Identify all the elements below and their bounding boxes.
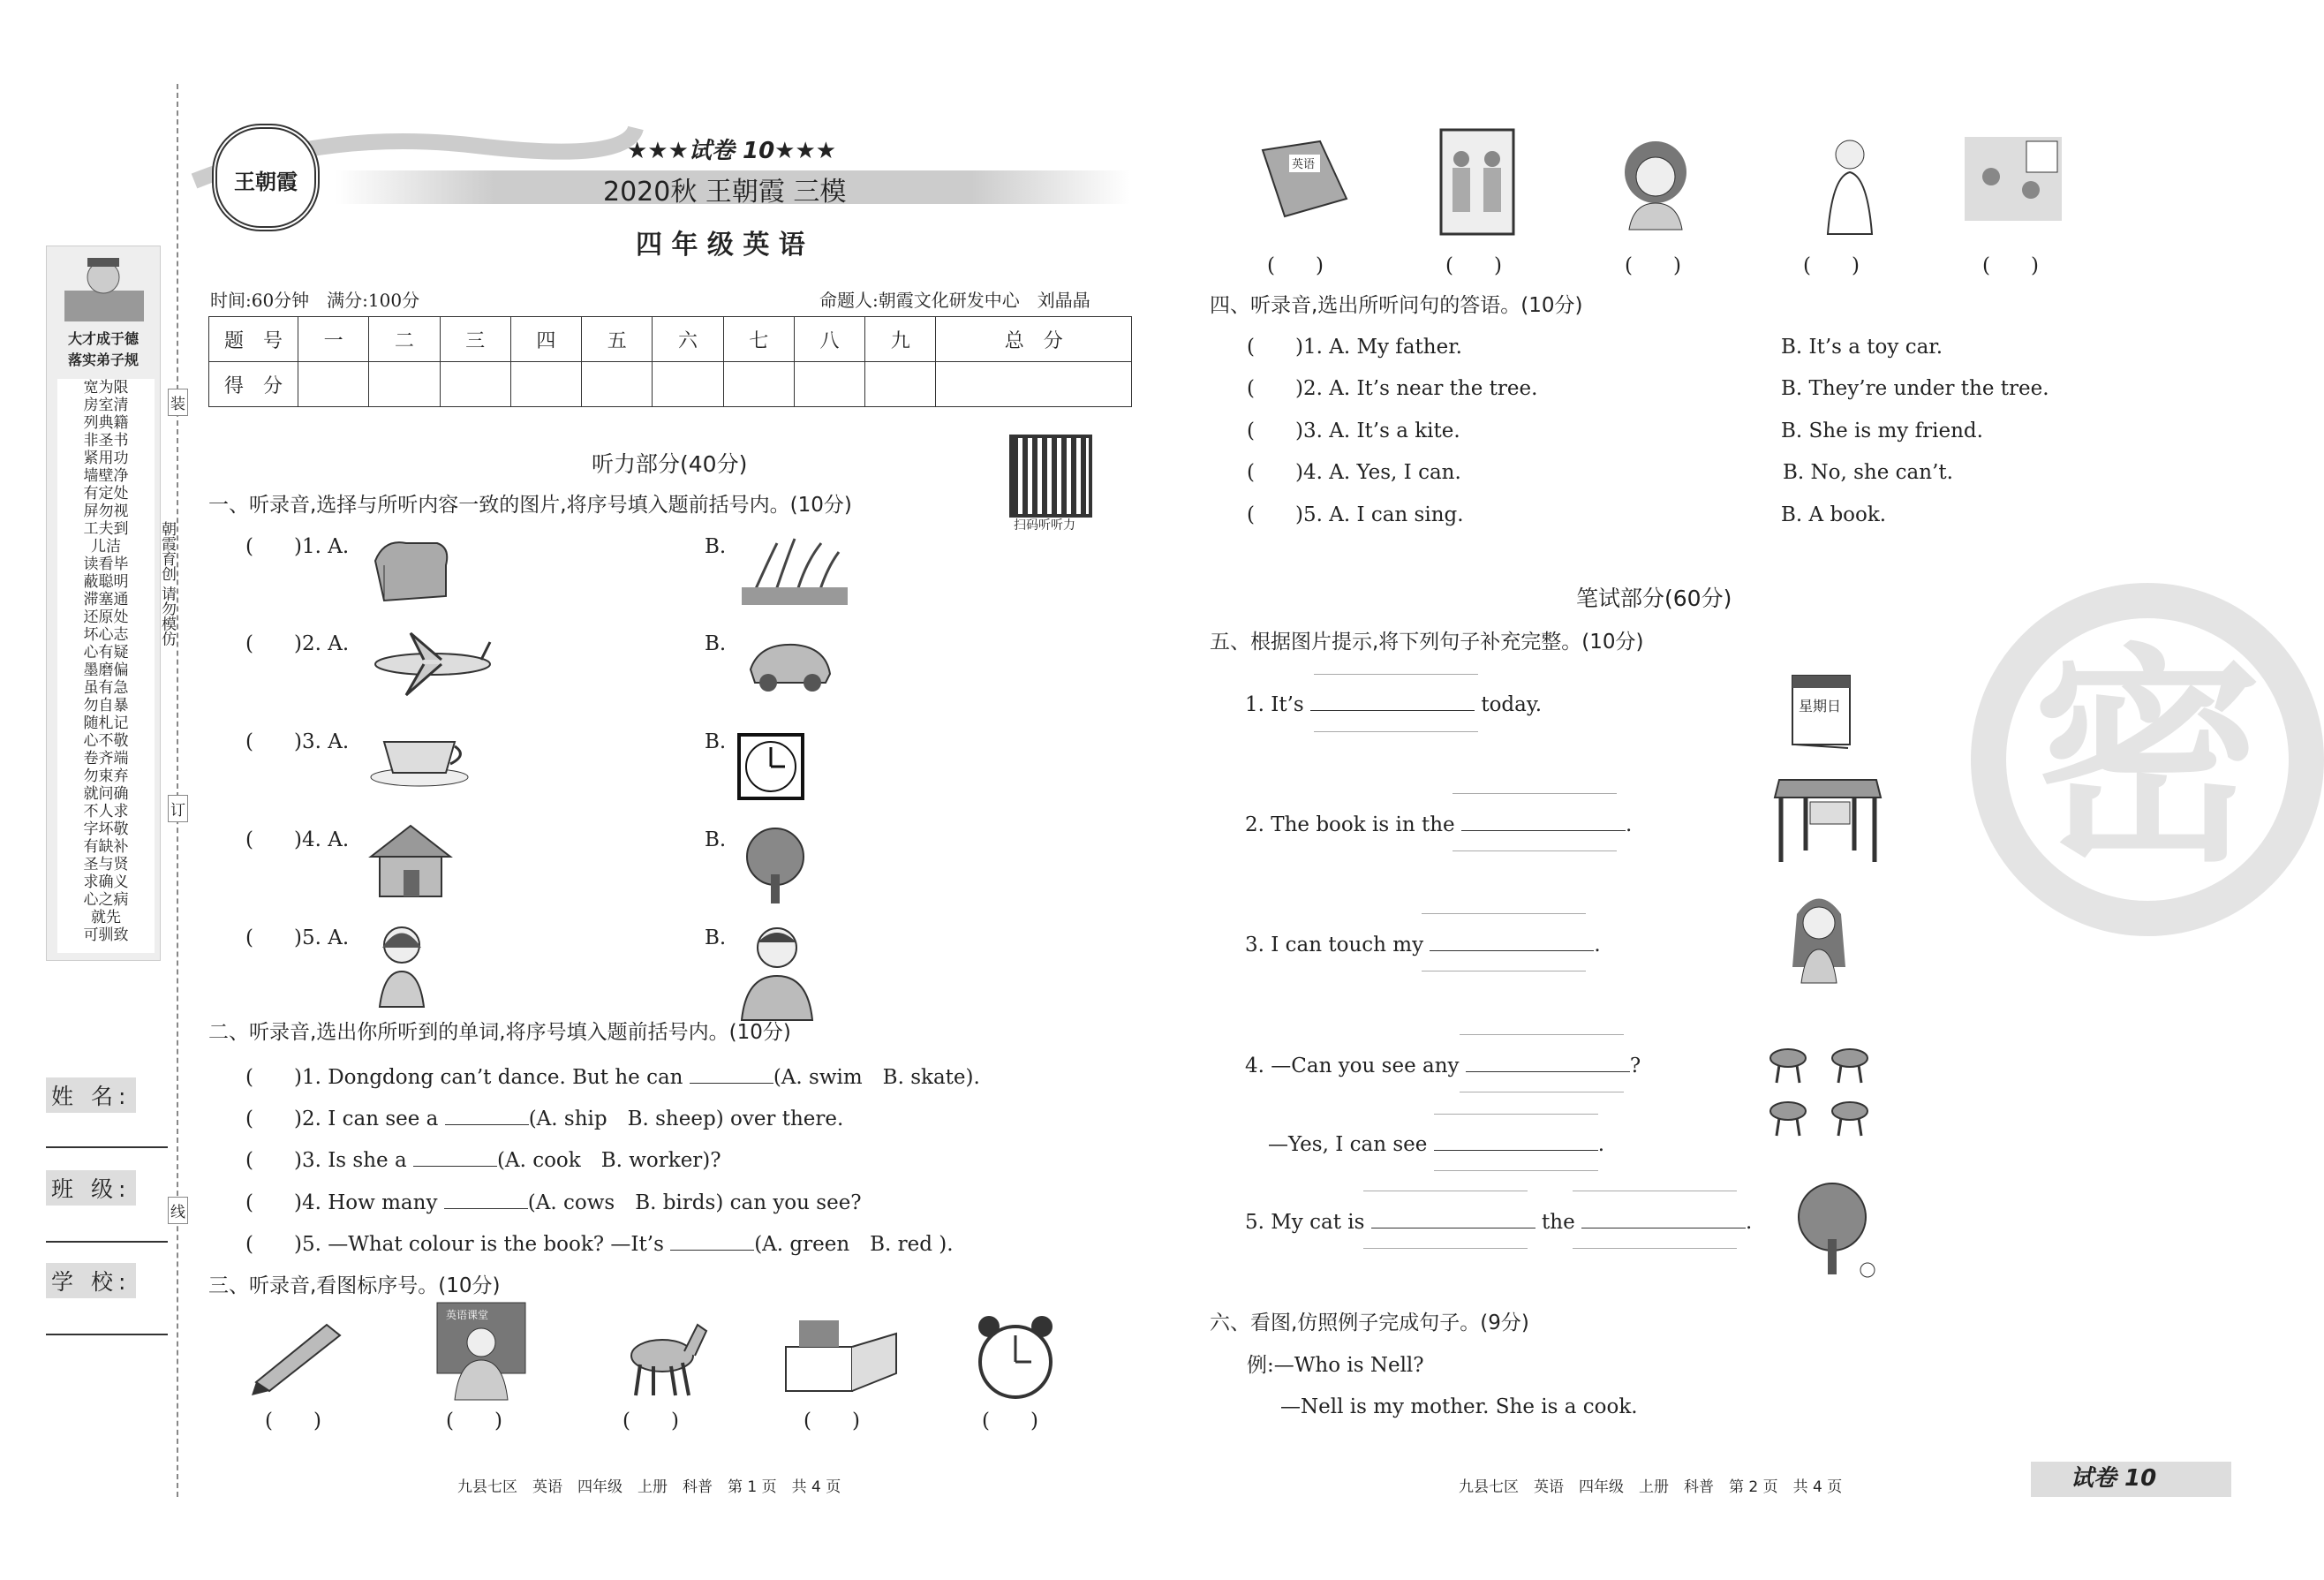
poem-line: 工夫到 xyxy=(83,520,129,538)
score-cell[interactable] xyxy=(794,362,864,407)
score-header: 一 xyxy=(298,317,369,362)
poem-line: 坏心志 xyxy=(83,626,129,644)
poem-line: 有缺补 xyxy=(83,838,129,856)
score-row xyxy=(209,362,1132,407)
poem-line: 心之病 xyxy=(83,891,129,909)
house-pic xyxy=(366,821,455,901)
score-header: 五 xyxy=(582,317,653,362)
s2-q1: ( )1. Dongdong can’t dance. But he can (A. swim B. skate). xyxy=(245,1063,980,1090)
author-info: 命题人:朝霞文化研发中心 刘晶晶 xyxy=(819,290,1090,311)
s4-q2-a: ( )2. A. It’s near the tree. xyxy=(1247,377,1538,400)
horse-pic xyxy=(614,1312,711,1400)
s2-q2: ( )2. I can see a (A. ship B. sheep) over there. xyxy=(245,1105,843,1131)
poem-line: 字坏敬 xyxy=(83,820,129,838)
exam-badge: ★★★试卷 10★★★ xyxy=(627,138,837,164)
poem-line: 宽为限 xyxy=(83,379,129,397)
s1-q1-b: B. xyxy=(705,535,727,558)
answer-blank[interactable] xyxy=(1371,1208,1536,1228)
poem-line: 儿洁 xyxy=(91,538,121,556)
s3b-paren-1[interactable]: ( ) xyxy=(1267,254,1324,277)
seal-mark-3: 线 xyxy=(168,1197,188,1224)
poem-line: 就先 xyxy=(91,909,121,926)
poem-line: 不人求 xyxy=(83,803,129,820)
s5-q1: 1. It’s today. xyxy=(1245,691,1542,717)
time-info: 时间:60分钟 满分:100分 xyxy=(210,290,420,311)
guide-line xyxy=(1422,913,1586,914)
poem-line: 紧用功 xyxy=(83,450,129,467)
s3-paren-2[interactable]: ( ) xyxy=(446,1410,502,1433)
poem-line: 求确义 xyxy=(83,873,129,891)
score-cell[interactable] xyxy=(440,362,510,407)
score-cell[interactable] xyxy=(653,362,723,407)
family-photo-pic xyxy=(1439,128,1519,238)
woman-pic xyxy=(1611,137,1700,234)
s4-q3-a: ( )3. A. It’s a kite. xyxy=(1247,420,1460,442)
section-4-title: 四、听录音,选出所听问句的答语。(10分) xyxy=(1210,294,1583,317)
poem-line: 心有疑 xyxy=(83,644,129,661)
seal-mark-1: 装 xyxy=(168,389,188,416)
blackboard-text: 英语课堂 xyxy=(446,1309,489,1321)
poem-line: 有定处 xyxy=(83,485,129,503)
section-6-title: 六、看图,仿照例子完成句子。(9分) xyxy=(1210,1312,1529,1334)
answer-blank[interactable] xyxy=(413,1146,497,1167)
guide-line xyxy=(1434,1114,1598,1115)
s6-example-a: —Nell is my mother. She is a cook. xyxy=(1280,1395,1638,1418)
guide-line xyxy=(1434,1170,1598,1171)
s4-q5-a: ( )5. A. I can sing. xyxy=(1247,503,1464,526)
s1-q5: ( )5. A. xyxy=(245,926,350,949)
class-field[interactable] xyxy=(46,1241,168,1243)
s4-q2-b: B. They’re under the tree. xyxy=(1781,377,2049,400)
section-2-title: 二、听录音,选出你所听到的单词,将序号填入题前括号内。(10分) xyxy=(208,1021,791,1044)
girl-pic xyxy=(366,923,437,1011)
poem-line: 读看毕 xyxy=(83,556,129,573)
name-label: 姓 名: xyxy=(46,1077,136,1113)
answer-blank[interactable] xyxy=(1581,1208,1746,1228)
box-pic xyxy=(781,1316,905,1395)
s5-q3: 3. I can touch my . xyxy=(1245,931,1601,957)
s3-paren-3[interactable]: ( ) xyxy=(622,1410,679,1433)
score-header: 七 xyxy=(723,317,794,362)
section-5-title: 五、根据图片提示,将下列句子补充完整。(10分) xyxy=(1210,631,1644,654)
answer-blank[interactable] xyxy=(1466,1052,1630,1072)
s1-q5-b: B. xyxy=(705,926,727,949)
s3b-paren-5[interactable]: ( ) xyxy=(1982,254,2039,277)
score-header: 九 xyxy=(865,317,936,362)
seal-mark-2: 订 xyxy=(168,795,188,822)
poem-line: 卷齐端 xyxy=(83,750,129,767)
s1-q2: ( )2. A. xyxy=(245,632,350,655)
s1-q3-b: B. xyxy=(705,730,727,753)
answer-blank[interactable] xyxy=(444,1189,528,1209)
poem-line: 勿自暴 xyxy=(83,697,129,714)
motto-poem xyxy=(57,379,155,953)
s3-paren-5[interactable]: ( ) xyxy=(982,1410,1038,1433)
listening-title: 听力部分(40分) xyxy=(592,451,748,477)
score-row-label: 得 分 xyxy=(209,362,298,407)
answer-blank[interactable] xyxy=(445,1105,529,1125)
score-header: 总 分 xyxy=(936,317,1132,362)
poem-line: 房室清 xyxy=(83,397,129,414)
s1-q3: ( )3. A. xyxy=(245,730,350,753)
s6-example-q: 例:—Who is Nell? xyxy=(1247,1354,1424,1377)
poem-line: 蔽聪明 xyxy=(83,573,129,591)
man-pic xyxy=(733,923,821,1020)
writing-title: 笔试部分(60分) xyxy=(1576,586,1732,611)
poem-line: 圣与贤 xyxy=(83,856,129,873)
answer-blank[interactable] xyxy=(690,1063,773,1084)
qr-code[interactable] xyxy=(1009,435,1092,518)
horses-pic xyxy=(1757,1032,1890,1146)
sidebar-dashed-line xyxy=(177,84,178,1497)
guide-line xyxy=(1452,850,1617,851)
book-cover-text: 英语 xyxy=(1292,158,1316,171)
score-cell[interactable] xyxy=(298,362,369,407)
answer-blank[interactable] xyxy=(1434,1130,1598,1151)
s3b-paren-3[interactable]: ( ) xyxy=(1625,254,1681,277)
school-field[interactable] xyxy=(46,1334,168,1335)
guide-line xyxy=(1363,1248,1528,1249)
s4-q1-b: B. It’s a toy car. xyxy=(1781,336,1943,359)
s3b-paren-4[interactable]: ( ) xyxy=(1803,254,1860,277)
girl-touch-face-pic xyxy=(1784,888,1854,985)
vertical-note: 朝霞育创 请勿模仿 xyxy=(158,521,176,646)
score-header: 二 xyxy=(369,317,440,362)
class-label: 班 级: xyxy=(46,1170,136,1206)
s5-q2: 2. The book is in the . xyxy=(1245,811,1632,837)
poem-line: 可驯致 xyxy=(83,926,129,944)
s4-q4-a: ( )4. A. Yes, I can. xyxy=(1247,461,1461,484)
guide-line xyxy=(1460,1034,1624,1035)
s1-q4-b: B. xyxy=(705,828,727,851)
score-cell[interactable] xyxy=(582,362,653,407)
poem-line: 墙壁净 xyxy=(83,467,129,485)
s2-q5: ( )5. —What colour is the book? —It’s (A. green B. red ). xyxy=(245,1230,954,1257)
s1-q2-b: B. xyxy=(705,632,727,655)
name-field[interactable] xyxy=(46,1146,168,1148)
s5-q5: 5. My cat is the . xyxy=(1245,1208,1752,1235)
poem-line: 虽有急 xyxy=(83,679,129,697)
score-cell[interactable] xyxy=(936,362,1132,407)
guide-line xyxy=(1314,674,1478,675)
plane-pic xyxy=(371,629,494,699)
s1-q4: ( )4. A. xyxy=(245,828,350,851)
cup-pic xyxy=(366,729,472,790)
doctor-pic xyxy=(1815,132,1885,238)
wheat-pic xyxy=(742,534,848,605)
poem-line: 心不敬 xyxy=(83,732,129,750)
exam-title: 2020秋 王朝霞 三模 xyxy=(603,177,847,208)
score-header: 四 xyxy=(510,317,581,362)
answer-blank[interactable] xyxy=(1310,691,1475,711)
s2-q4: ( )4. How many (A. cows B. birds) can you see? xyxy=(245,1189,862,1215)
poem-line: 滞塞通 xyxy=(83,591,129,609)
score-table xyxy=(208,316,1132,407)
s3-paren-4[interactable]: ( ) xyxy=(804,1410,860,1433)
tree-pic xyxy=(740,826,811,905)
answer-blank[interactable] xyxy=(1461,811,1626,831)
poem-line: 非圣书 xyxy=(83,432,129,450)
guide-line xyxy=(1314,731,1478,732)
s4-q5-b: B. A book. xyxy=(1781,503,1887,526)
s4-q4-b: B. No, she can’t. xyxy=(1783,461,1953,484)
confidential-watermark xyxy=(1971,583,2324,936)
playground-pic xyxy=(1965,137,2062,225)
car-pic xyxy=(742,634,839,696)
footer-tag: 试卷 10 xyxy=(2071,1465,2157,1492)
calendar-text: 星期日 xyxy=(1799,698,1842,714)
footer-left: 九县七区 英语 四年级 上册 科普 第 1 页 共 4 页 xyxy=(457,1478,841,1496)
logo-text: 王朝霞 xyxy=(234,169,298,194)
guide-line xyxy=(1452,793,1617,794)
score-header: 三 xyxy=(440,317,510,362)
answer-blank[interactable] xyxy=(670,1230,754,1251)
s4-q3-b: B. She is my friend. xyxy=(1781,420,1983,442)
s1-q1: ( )1. A. xyxy=(245,535,350,558)
logo-seal xyxy=(212,124,320,231)
poem-line: 就问确 xyxy=(83,785,129,803)
qr-caption: 扫码听听力 xyxy=(1014,518,1075,533)
score-header: 六 xyxy=(653,317,723,362)
poem-line: 墨磨偏 xyxy=(83,661,129,679)
s3b-paren-2[interactable]: ( ) xyxy=(1445,254,1502,277)
s2-q3: ( )3. Is she a (A. cook B. worker)? xyxy=(245,1146,721,1173)
score-cell[interactable] xyxy=(865,362,936,407)
score-cell[interactable] xyxy=(369,362,440,407)
desk-pic xyxy=(1770,775,1885,864)
poem-line: 勿束弃 xyxy=(83,767,129,785)
s5-q4: 4. —Can you see any ? xyxy=(1245,1052,1641,1078)
score-header: 八 xyxy=(794,317,864,362)
section-1-title: 一、听录音,选择与所听内容一致的图片,将序号填入题前括号内。(10分) xyxy=(208,494,852,517)
score-header-row xyxy=(209,317,1132,362)
motto-bottom: 落实弟子规 xyxy=(67,352,139,368)
poem-line: 屏勿视 xyxy=(83,503,129,520)
s4-q1-a: ( )1. A. My father. xyxy=(1247,336,1462,359)
bread-pic xyxy=(366,534,455,605)
poem-line: 还原处 xyxy=(83,609,129,626)
poem-line: 列典籍 xyxy=(83,414,129,432)
answer-blank[interactable] xyxy=(1430,931,1594,951)
exam-subject: 四 年 级 英 语 xyxy=(636,230,805,261)
score-cell[interactable] xyxy=(510,362,581,407)
s3-paren-1[interactable]: ( ) xyxy=(265,1410,321,1433)
motto-top: 大才成于德 xyxy=(67,330,139,347)
guide-line xyxy=(1573,1248,1737,1249)
pen-pic xyxy=(252,1316,349,1395)
score-header: 题 号 xyxy=(209,317,298,362)
clock-pic xyxy=(737,733,808,804)
s5-q4-reply: —Yes, I can see . xyxy=(1268,1130,1604,1157)
score-cell[interactable] xyxy=(723,362,794,407)
footer-right: 九县七区 英语 四年级 上册 科普 第 2 页 共 4 页 xyxy=(1459,1478,1843,1496)
school-label: 学 校: xyxy=(46,1263,136,1298)
scholar-pic xyxy=(47,251,160,330)
sidebar-motto-box xyxy=(46,246,161,961)
poem-line: 随札记 xyxy=(83,714,129,732)
section-3-title: 三、听录音,看图标序号。(10分) xyxy=(208,1274,501,1297)
alarm-clock-pic xyxy=(971,1313,1060,1402)
book-pic xyxy=(1254,137,1351,225)
watermark-text: 密 xyxy=(2033,626,2262,893)
tree-cat-pic xyxy=(1792,1182,1881,1283)
